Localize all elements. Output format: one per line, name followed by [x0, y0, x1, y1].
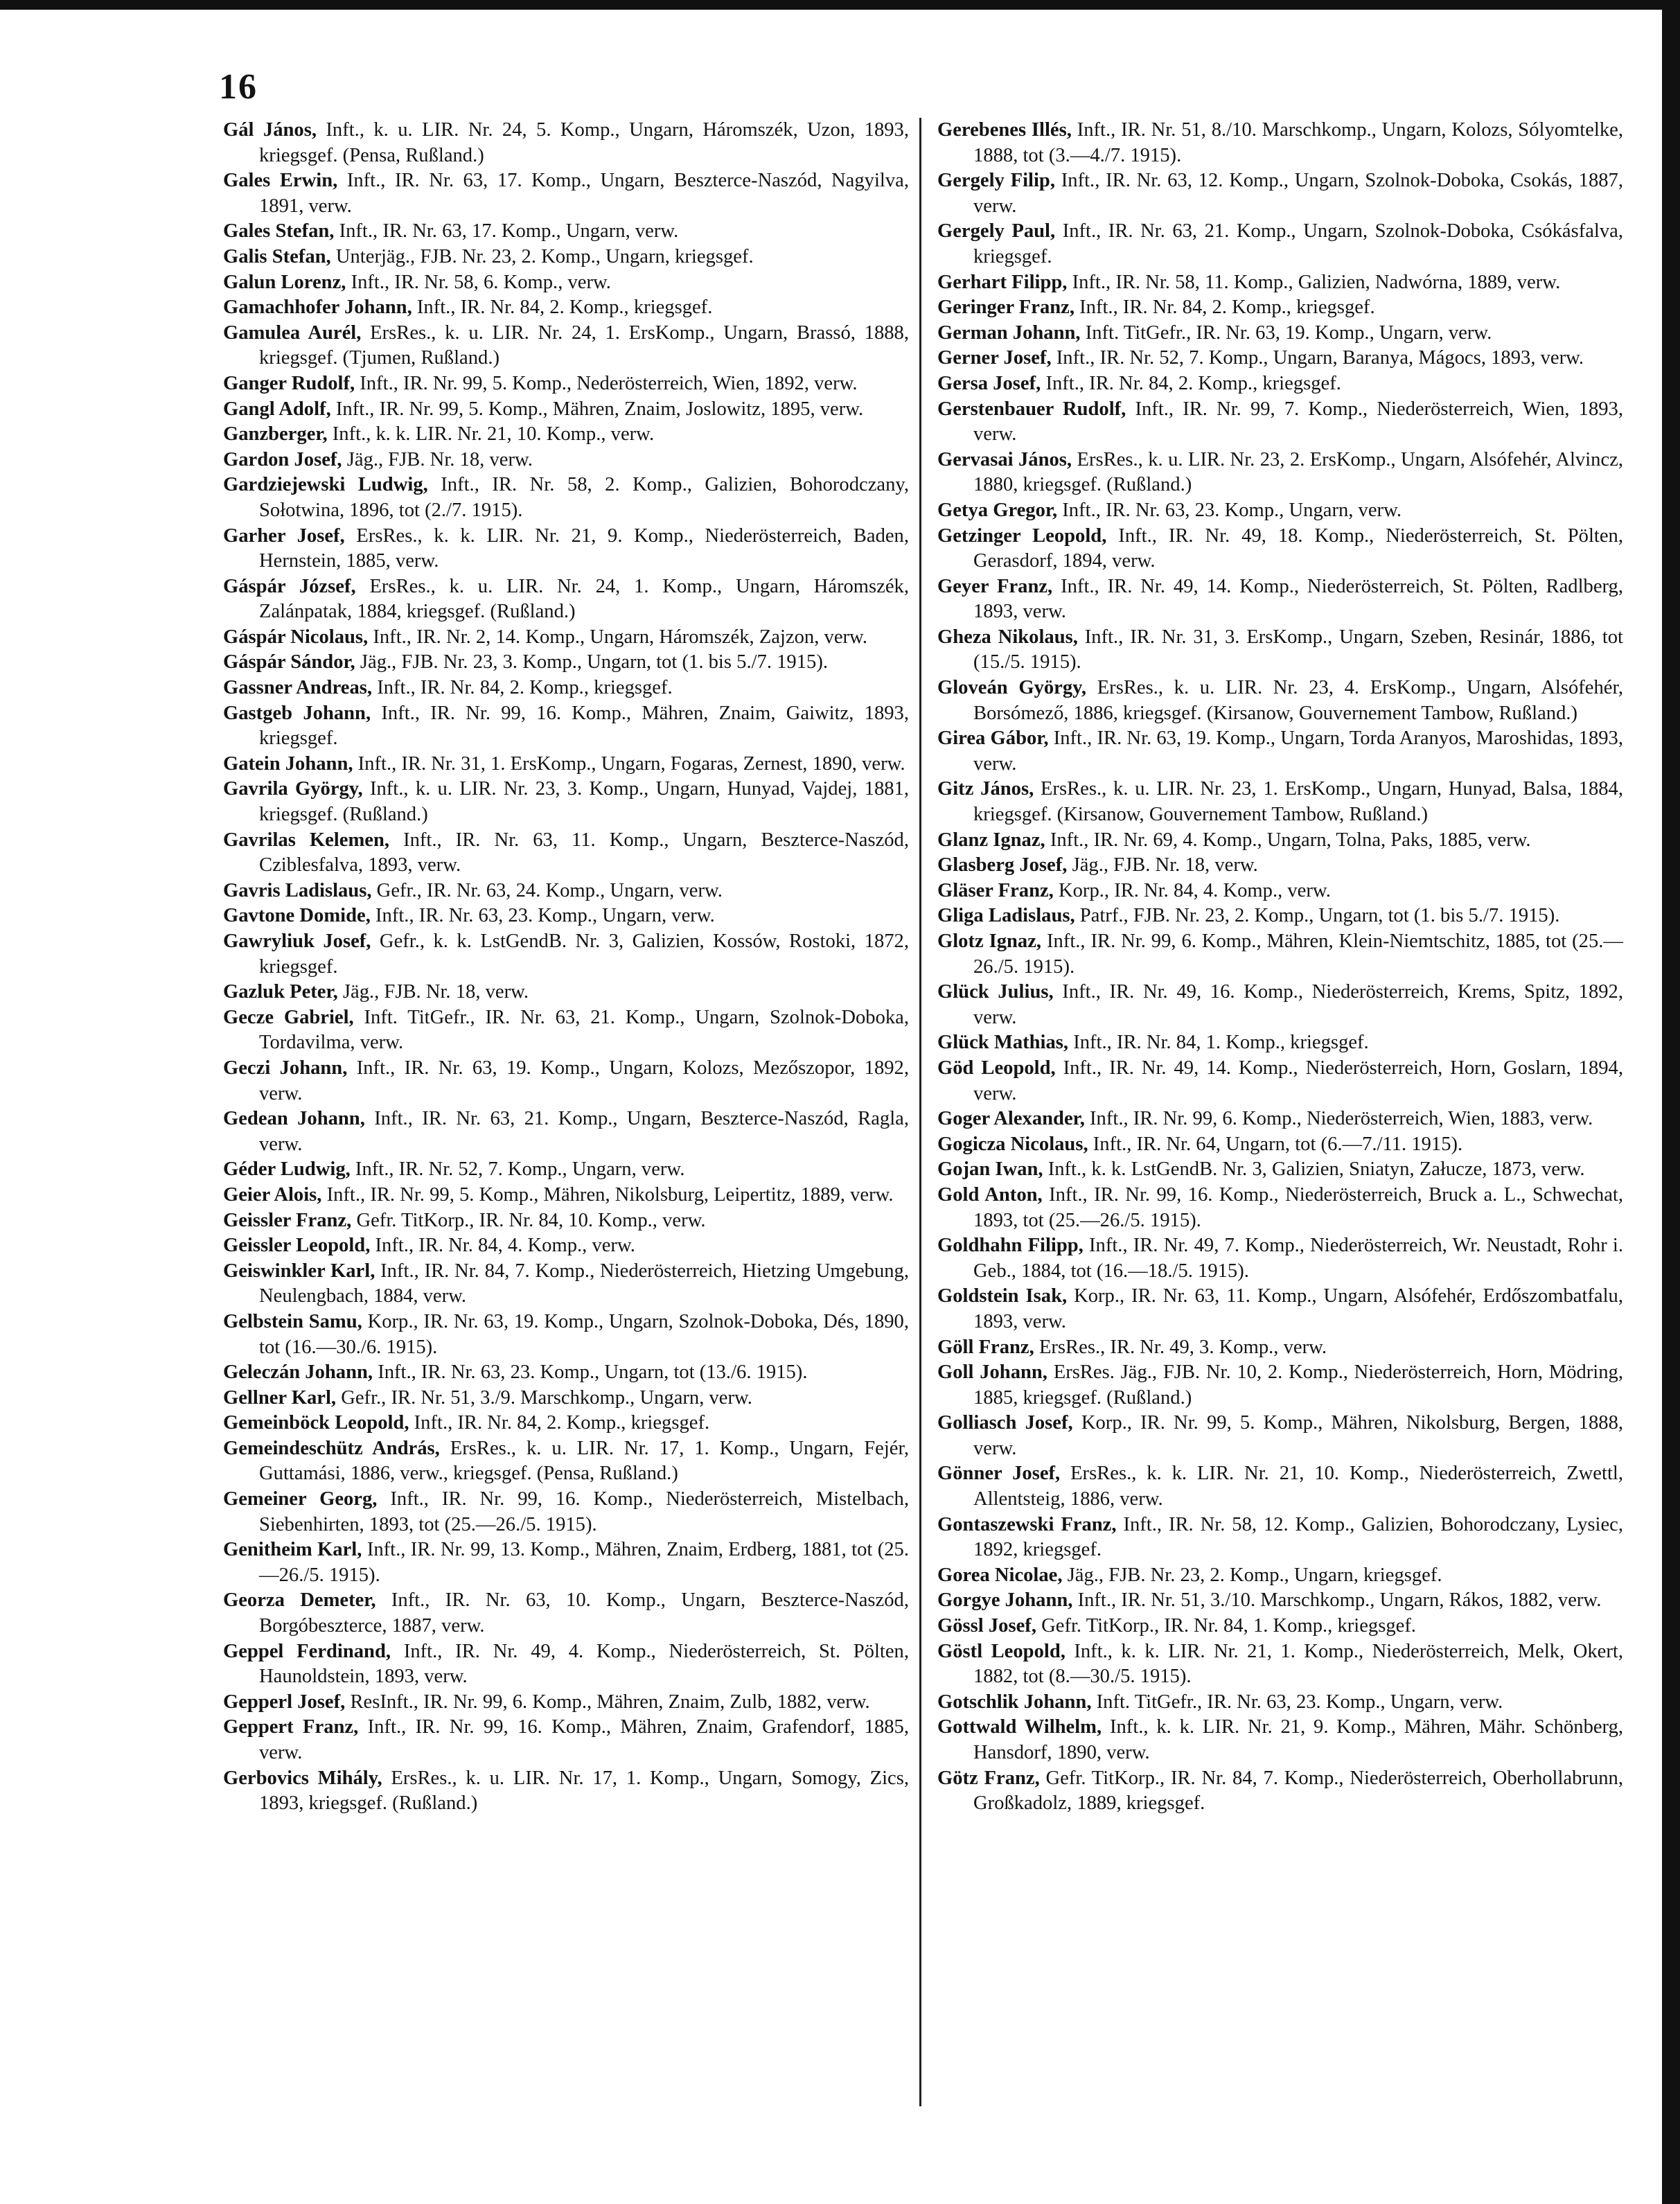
- list-item: [223, 371, 909, 397]
- entry-name: Goger Alexander,: [937, 1108, 1085, 1130]
- list-item: [223, 397, 909, 423]
- entry-details: Inft., k. k. LstGendB. Nr. 3, Galizien, Sniatyn, Załucze, 1873, verw.: [1047, 1158, 1585, 1181]
- list-item: [937, 777, 1623, 827]
- list-item: [223, 1157, 909, 1183]
- list-item: [937, 397, 1623, 448]
- entry-name: Gavrila György,: [223, 778, 363, 800]
- list-item: [937, 1411, 1623, 1461]
- entry-details: Inft., IR. Nr. 58, 11. Komp., Galizien, Nadwórna, 1889, verw.: [1072, 271, 1561, 293]
- list-item: [223, 879, 909, 904]
- list-item: [937, 1563, 1623, 1589]
- list-item: [223, 1411, 909, 1436]
- entry-details: Inft., IR. Nr. 58, 12. Komp., Galizien, Bohorodczany, Lysiec, 1892, kriegsgef.: [973, 1513, 1623, 1561]
- entry-details: Inft., IR. Nr. 69, 4. Komp., Ungarn, Tolna, Paks, 1885, verw.: [1050, 829, 1531, 851]
- entry-name: Goldstein Isak,: [937, 1285, 1068, 1307]
- entry-name: Glanz Ignaz,: [937, 829, 1045, 851]
- entry-name: Genitheim Karl,: [223, 1539, 362, 1561]
- entry-details: Inft., IR. Nr. 2, 14. Komp., Ungarn, Háromszék, Zajzon, verw.: [373, 626, 867, 648]
- entry-name: Geringer Franz,: [937, 297, 1075, 319]
- entry-details: ErsRes., k. u. LIR. Nr. 17, 1. Komp., Ungarn, Fejér, Guttamási, 1886, verw., kriegsgef. (Pensa, Rußland.): [259, 1437, 910, 1485]
- list-item: [223, 1386, 909, 1411]
- entry-name: Göd Leopold,: [937, 1057, 1056, 1079]
- list-item: [223, 524, 909, 574]
- entry-details: Jäg., FJB. Nr. 23, 3. Komp., Ungarn, tot (1. bis 5./7. 1915).: [360, 651, 828, 673]
- entry-name: Gläser Franz,: [937, 879, 1054, 901]
- entry-name: Gales Stefan,: [223, 220, 335, 243]
- entry-name: Gawryliuk Josef,: [223, 931, 371, 952]
- list-item: [937, 1030, 1623, 1056]
- list-item: [937, 1183, 1623, 1233]
- entry-name: Gamulea Aurél,: [223, 321, 362, 344]
- entry-details: Inft., IR. Nr. 84, 2. Komp., kriegsgef.: [1079, 297, 1375, 319]
- right-column: [937, 118, 1623, 1817]
- entry-details: Inft., k. k. LIR. Nr. 21, 10. Komp., verw.: [332, 423, 655, 446]
- list-item: [223, 422, 909, 448]
- entry-details: ErsRes., k. u. LIR. Nr. 23, 2. ErsKomp., Ungarn, Alsófehér, Alvincz, 1880, kriegsgef. (Rußland.): [973, 448, 1623, 496]
- list-item: [937, 1588, 1623, 1614]
- list-item: [937, 346, 1623, 371]
- entry-details: ErsRes., IR. Nr. 49, 3. Komp., verw.: [1038, 1336, 1327, 1358]
- entry-details: ErsRes., k. u. LIR. Nr. 23, 1. ErsKomp., Ungarn, Hunyad, Balsa, 1884, kriegsgef. (Kirsanow, Gouvernement Tambow, Rußland.): [973, 778, 1623, 826]
- list-item: [223, 1208, 909, 1234]
- list-item: [223, 1360, 909, 1386]
- entry-name: Gerner Josef,: [937, 347, 1052, 369]
- entry-details: Inft., k. u. LIR. Nr. 24, 5. Komp., Ungarn, Háromszék, Uzon, 1893, kriegsgef. (Pensa, Rußland.): [259, 119, 910, 166]
- list-item: [223, 1487, 909, 1537]
- entry-name: Gedean Johann,: [223, 1108, 365, 1130]
- list-item: [223, 752, 909, 777]
- list-item: [223, 1537, 909, 1588]
- entry-details: Inft., IR. Nr. 99, 5. Komp., Mähren, Znaim, Joslowitz, 1895, verw.: [335, 398, 864, 420]
- list-item: [937, 270, 1623, 296]
- scan-edge-top: [0, 0, 1680, 10]
- list-item: [937, 853, 1623, 879]
- list-item: [223, 1715, 909, 1765]
- entry-details: Inft., IR. Nr. 63, 19. Komp., Ungarn, Kolozs, Mezőszopor, 1892, verw.: [259, 1057, 909, 1104]
- entry-details: Gefr., IR. Nr. 51, 3./9. Marschkomp., Ungarn, verw.: [341, 1386, 752, 1409]
- entry-name: Geyer Franz,: [937, 575, 1053, 597]
- entry-details: Inft., IR. Nr. 99, 7. Komp., Niederösterreich, Wien, 1893, verw.: [973, 398, 1623, 446]
- entry-name: Gavrilas Kelemen,: [223, 829, 390, 851]
- list-item: [937, 726, 1623, 777]
- list-item: [937, 1107, 1623, 1132]
- entry-details: Gefr. TitKorp., IR. Nr. 84, 7. Komp., Niederösterreich, Oberhollabrunn, Großkadolz, 1889, kriegsgef.: [973, 1767, 1623, 1815]
- entry-name: Gavtone Domide,: [223, 905, 371, 927]
- entry-name: Golliasch Josef,: [937, 1412, 1073, 1434]
- list-item: [223, 1107, 909, 1157]
- entry-details: Inft., IR. Nr. 63, 12. Komp., Ungarn, Szolnok-Doboka, Csokás, 1887, verw.: [973, 170, 1623, 217]
- entry-name: Geier Alois,: [223, 1183, 322, 1206]
- entry-details: Inft., IR. Nr. 63, 19. Komp., Ungarn, Torda Aranyos, Maroshidas, 1893, verw.: [973, 728, 1623, 775]
- list-item: [223, 295, 909, 321]
- entry-name: Gavris Ladislaus,: [223, 879, 372, 901]
- list-item: [223, 1005, 909, 1056]
- entry-name: Gheza Nikolaus,: [937, 626, 1078, 648]
- entry-name: Gontaszewski Franz,: [937, 1513, 1117, 1535]
- list-item: [937, 1715, 1623, 1765]
- list-item: [937, 1233, 1623, 1284]
- entry-details: Inft., IR. Nr. 99, 13. Komp., Mähren, Znaim, Erdberg, 1881, tot (25.—26./5. 1915).: [259, 1539, 909, 1586]
- entry-details: Inft., IR. Nr. 31, 1. ErsKomp., Ungarn, Fogaras, Zernest, 1890, verw.: [357, 752, 905, 775]
- entry-details: Inft., IR. Nr. 99, 5. Komp., Nederösterreich, Wien, 1892, verw.: [360, 372, 858, 394]
- list-item: [937, 498, 1623, 524]
- entry-name: Glotz Ignaz,: [937, 931, 1042, 952]
- entry-details: Inft., k. k. LIR. Nr. 21, 9. Komp., Mähren, Mähr. Schönberg, Hansdorf, 1890, verw.: [973, 1716, 1624, 1763]
- entry-name: Glück Julius,: [937, 981, 1054, 1003]
- entry-details: Inft., IR. Nr. 49, 18. Komp., Niederösterreich, St. Pölten, Gerasdorf, 1894, verw.: [973, 524, 1623, 572]
- list-item: [937, 574, 1623, 625]
- entry-details: Inft., IR. Nr. 31, 3. ErsKomp., Ungarn, Szeben, Resinár, 1886, tot (15./5. 1915).: [973, 626, 1623, 673]
- entry-details: Inft., IR. Nr. 49, 7. Komp., Niederösterreich, Wr. Neustadt, Rohr i. Geb., 1884, tot (16.—18./5. 1915).: [973, 1235, 1623, 1282]
- entry-details: ResInft., IR. Nr. 99, 6. Komp., Mähren, Znaim, Zulb, 1882, verw.: [350, 1691, 870, 1713]
- entry-name: Gazluk Peter,: [223, 981, 338, 1003]
- entry-name: Gardziejewski Ludwig,: [223, 474, 428, 496]
- entry-name: Gáspár Nicolaus,: [223, 626, 369, 648]
- entry-details: Inft., IR. Nr. 49, 4. Komp., Niederösterreich, St. Pölten, Haunoldstein, 1893, verw.: [259, 1640, 910, 1688]
- entry-details: ErsRes., k. u. LIR. Nr. 24, 1. ErsKomp., Ungarn, Brassó, 1888, kriegsgef. (Tjumen, Rußland.): [259, 321, 910, 369]
- list-item: [937, 1513, 1623, 1563]
- entry-name: Getya Gregor,: [937, 499, 1058, 521]
- list-item: [937, 1284, 1623, 1334]
- list-item: [937, 1461, 1623, 1512]
- column-divider: [919, 118, 921, 2106]
- list-item: [223, 625, 909, 651]
- entry-name: Gales Erwin,: [223, 170, 338, 192]
- list-item: [223, 980, 909, 1005]
- list-item: [937, 448, 1623, 498]
- entry-name: Gervasai János,: [937, 448, 1072, 470]
- entry-details: Inft., IR. Nr. 99, 6. Komp., Niederösterreich, Wien, 1883, verw.: [1090, 1108, 1593, 1130]
- list-item: [223, 219, 909, 245]
- list-item: [937, 1132, 1623, 1158]
- list-item: [223, 1766, 909, 1817]
- entry-name: Geissler Leopold,: [223, 1235, 371, 1257]
- list-item: [937, 1639, 1623, 1690]
- entry-details: Inft., IR. Nr. 63, 21. Komp., Ungarn, Szolnok-Doboka, Csókásfalva, kriegsgef.: [973, 220, 1623, 267]
- list-item: [937, 1056, 1623, 1107]
- list-item: [937, 625, 1623, 676]
- entry-name: Gotschlik Johann,: [937, 1691, 1092, 1713]
- entry-name: Getzinger Leopold,: [937, 524, 1107, 547]
- entry-name: Gepperl Josef,: [223, 1691, 346, 1713]
- entry-name: Gamachhofer Johann,: [223, 297, 412, 319]
- entry-name: Götz Franz,: [937, 1767, 1040, 1789]
- list-item: [223, 903, 909, 929]
- entry-details: Inft., IR. Nr. 63, 23. Komp., Ungarn, verw.: [375, 905, 715, 927]
- entry-name: Girea Gábor,: [937, 728, 1049, 750]
- entry-name: Geppel Ferdinand,: [223, 1640, 391, 1662]
- entry-details: Inft., IR. Nr. 99, 16. Komp., Mähren, Znaim, Gaiwitz, 1893, kriegsgef.: [259, 702, 910, 750]
- entry-name: Georza Demeter,: [223, 1589, 376, 1612]
- list-item: [937, 1360, 1623, 1411]
- list-item: [223, 929, 909, 980]
- list-item: [223, 168, 909, 219]
- entry-details: Korp., IR. Nr. 63, 19. Komp., Ungarn, Szolnok-Doboka, Dés, 1890, tot (16.—30./6. 1915).: [259, 1310, 909, 1358]
- entry-name: Gorgye Johann,: [937, 1589, 1073, 1612]
- entry-details: Inft., IR. Nr. 84, 2. Komp., kriegsgef.: [416, 297, 713, 319]
- entry-name: Gemeinböck Leopold,: [223, 1412, 409, 1434]
- entry-details: Inft., IR. Nr. 84, 2. Komp., kriegsgef.: [377, 677, 673, 699]
- entry-name: Geppert Franz,: [223, 1716, 359, 1738]
- entry-name: Géder Ludwig,: [223, 1158, 351, 1181]
- entry-details: Korp., IR. Nr. 63, 11. Komp., Ungarn, Alsófehér, Erdőszombatfalu, 1893, verw.: [973, 1285, 1623, 1332]
- list-item: [937, 903, 1623, 929]
- list-item: [937, 1157, 1623, 1183]
- entry-details: Jäg., FJB. Nr. 18, verw.: [346, 448, 533, 470]
- entry-name: Goll Johann,: [937, 1361, 1047, 1384]
- entry-name: German Johann,: [937, 321, 1081, 344]
- entry-details: Inft., IR. Nr. 58, 6. Komp., verw.: [351, 271, 611, 293]
- entry-details: Inft., IR. Nr. 64, Ungarn, tot (6.—7./11. 1915).: [1093, 1133, 1463, 1155]
- entry-name: Gemeindeschütz András,: [223, 1437, 440, 1459]
- list-item: [223, 676, 909, 701]
- list-item: [937, 168, 1623, 219]
- entry-name: Galis Stefan,: [223, 245, 331, 267]
- list-item: [223, 574, 909, 625]
- list-item: [937, 676, 1623, 726]
- entry-name: Glück Mathias,: [937, 1032, 1069, 1054]
- entry-name: Gössl Josef,: [937, 1615, 1036, 1637]
- list-item: [223, 1639, 909, 1690]
- entry-name: Gitz János,: [937, 778, 1034, 800]
- entry-details: Inft., IR. Nr. 84, 4. Komp., verw.: [375, 1235, 635, 1257]
- entry-name: Göstl Leopold,: [937, 1640, 1066, 1662]
- list-item: [223, 701, 909, 752]
- list-item: [223, 777, 909, 827]
- list-item: [937, 980, 1623, 1030]
- list-item: [223, 1183, 909, 1208]
- entry-name: Gogicza Nicolaus,: [937, 1133, 1088, 1155]
- list-item: [223, 321, 909, 371]
- entry-details: Inft. TitGefr., IR. Nr. 63, 21. Komp., Ungarn, Szolnok-Doboka, Tordavilma, verw.: [259, 1006, 909, 1054]
- entry-details: ErsRes. Jäg., FJB. Nr. 10, 2. Komp., Niederösterreich, Horn, Mödring, 1885, kriegsgef. (Rußland.): [973, 1361, 1623, 1409]
- entry-name: Goldhahn Filipp,: [937, 1235, 1084, 1257]
- entry-name: Gottwald Wilhelm,: [937, 1716, 1102, 1738]
- entry-details: Inft., IR. Nr. 63, 23. Komp., Ungarn, verw.: [1062, 499, 1402, 521]
- list-item: [223, 1690, 909, 1716]
- entry-details: Inft., IR. Nr. 99, 5. Komp., Mähren, Nikolsburg, Leipertitz, 1889, verw.: [326, 1183, 894, 1206]
- entry-details: Inft., IR. Nr. 99, 6. Komp., Mähren, Klein-Niemtschitz, 1885, tot (25.—26./5. 1915).: [973, 931, 1623, 978]
- entry-details: Inft., IR. Nr. 49, 16. Komp., Niederösterreich, Krems, Spitz, 1892, verw.: [973, 981, 1623, 1028]
- entry-details: Unterjäg., FJB. Nr. 23, 2. Komp., Ungarn, kriegsgef.: [335, 245, 754, 267]
- entry-details: Gefr. TitKorp., IR. Nr. 84, 1. Komp., kriegsgef.: [1041, 1615, 1417, 1637]
- entry-details: Inft., IR. Nr. 63, 10. Komp., Ungarn, Beszterce-Naszód, Borgóbeszterce, 1887, verw.: [259, 1589, 909, 1637]
- entry-name: Gönner Josef,: [937, 1463, 1061, 1485]
- entry-details: Inft., IR. Nr. 84, 1. Komp., kriegsgef.: [1073, 1032, 1369, 1054]
- entry-details: Inft., IR. Nr. 52, 7. Komp., Ungarn, Baranya, Mágocs, 1893, verw.: [1056, 347, 1584, 369]
- entry-name: Gardon Josef,: [223, 448, 342, 470]
- list-item: [937, 219, 1623, 270]
- entry-details: Inft., IR. Nr. 84, 7. Komp., Niederösterreich, Hietzing Umgebung, Neulengbach, 1884, verw.: [259, 1260, 909, 1307]
- entry-name: Gáspár Sándor,: [223, 651, 355, 673]
- entry-details: Gefr. TitKorp., IR. Nr. 84, 10. Komp., verw.: [356, 1209, 706, 1231]
- entry-name: Gergely Paul,: [937, 220, 1056, 243]
- entry-details: Inft., IR. Nr. 63, 17. Komp., Ungarn, Beszterce-Naszód, Nagyilva, 1891, verw.: [259, 170, 909, 217]
- entry-name: Gáspár József,: [223, 575, 356, 597]
- entry-details: Inft., IR. Nr. 63, 17. Komp., Ungarn, verw.: [339, 220, 679, 243]
- list-item: [937, 879, 1623, 904]
- list-item: [223, 650, 909, 676]
- list-item: [223, 1588, 909, 1639]
- entry-name: Gorea Nicolae,: [937, 1564, 1063, 1586]
- entry-details: Jäg., FJB. Nr. 18, verw.: [342, 981, 529, 1003]
- list-item: [937, 295, 1623, 321]
- entry-details: Inft., IR. Nr. 52, 7. Komp., Ungarn, verw.: [355, 1158, 685, 1181]
- list-item: [223, 1436, 909, 1487]
- entry-details: Inft., IR. Nr. 84, 2. Komp., kriegsgef.: [414, 1412, 710, 1434]
- entry-details: Inft., k. k. LIR. Nr. 21, 1. Komp., Niederösterreich, Melk, Okert, 1882, tot (8.—30./5. 1915).: [973, 1640, 1623, 1688]
- entry-details: ErsRes., k. k. LIR. Nr. 21, 9. Komp., Niederösterreich, Baden, Hernstein, 1885, verw.: [259, 524, 909, 572]
- entry-details: Inft., IR. Nr. 63, 23. Komp., Ungarn, tot (13./6. 1915).: [378, 1361, 808, 1384]
- entry-details: Inft., IR. Nr. 99, 16. Komp., Niederösterreich, Bruck a. L., Schwechat, 1893, tot (25.—26./5. 1915).: [973, 1183, 1623, 1231]
- entry-name: Gerbovics Mihály,: [223, 1767, 382, 1789]
- entry-name: Gangl Adolf,: [223, 398, 331, 420]
- entry-details: Inft., IR. Nr. 49, 14. Komp., Niederösterreich, Horn, Goslarn, 1894, verw.: [973, 1057, 1624, 1104]
- list-item: [937, 1614, 1623, 1639]
- entry-name: Göll Franz,: [937, 1336, 1034, 1358]
- entry-details: Patrf., FJB. Nr. 23, 2. Komp., Ungarn, tot (1. bis 5./7. 1915).: [1079, 905, 1560, 927]
- list-item: [937, 828, 1623, 854]
- entry-name: Gellner Karl,: [223, 1386, 337, 1409]
- list-item: [937, 524, 1623, 574]
- entry-details: Jäg., FJB. Nr. 23, 2. Komp., Ungarn, kriegsgef.: [1067, 1564, 1442, 1586]
- entry-name: Gerebenes Illés,: [937, 119, 1072, 141]
- entry-name: Gliga Ladislaus,: [937, 905, 1075, 927]
- entry-details: Inft., IR. Nr. 49, 14. Komp., Niederösterreich, St. Pölten, Radlberg, 1893, verw.: [973, 575, 1623, 623]
- entry-details: Inft., IR. Nr. 63, 21. Komp., Ungarn, Beszterce-Naszód, Ragla, verw.: [259, 1108, 910, 1155]
- list-item: [223, 448, 909, 473]
- list-item: [223, 1056, 909, 1107]
- list-item: [223, 1233, 909, 1259]
- page-number: 16: [219, 67, 258, 107]
- entry-details: Inft. TitGefr., IR. Nr. 63, 23. Komp., Ungarn, verw.: [1096, 1691, 1503, 1713]
- entry-name: Gerhart Filipp,: [937, 271, 1068, 293]
- entry-details: ErsRes., k. u. LIR. Nr. 23, 4. ErsKomp., Ungarn, Alsófehér, Borsómező, 1886, kriegsgef. (Kirsanow, Gouvernement Tambow, Rußland.): [973, 677, 1623, 724]
- list-item: [937, 1766, 1623, 1817]
- entry-name: Ganger Rudolf,: [223, 372, 355, 394]
- entry-name: Geczi Johann,: [223, 1057, 348, 1079]
- list-item: [937, 321, 1623, 346]
- entry-name: Geleczán Johann,: [223, 1361, 373, 1384]
- entry-details: Korp., IR. Nr. 84, 4. Komp., verw.: [1058, 879, 1331, 901]
- entry-name: Geiswinkler Karl,: [223, 1260, 375, 1282]
- entry-name: Glasberg Josef,: [937, 854, 1068, 876]
- list-item: [223, 828, 909, 879]
- entry-details: Inft., IR. Nr. 99, 16. Komp., Niederösterreich, Mistelbach, Siebenhirten, 1893, tot (25.—26./5. 1915).: [259, 1488, 910, 1535]
- list-item: [223, 1310, 909, 1360]
- entry-name: Gergely Filip,: [937, 170, 1055, 192]
- entry-name: Geissler Franz,: [223, 1209, 352, 1231]
- entry-name: Gál János,: [223, 119, 317, 141]
- scan-edge-right: [1662, 0, 1680, 2204]
- list-item: [937, 371, 1623, 397]
- entry-details: Inft., IR. Nr. 51, 8./10. Marschkomp., Ungarn, Kolozs, Sólyomtelke, 1888, tot (3.—4./7. 1915).: [973, 119, 1624, 166]
- entry-name: Gemeiner Georg,: [223, 1488, 378, 1510]
- entry-name: Galun Lorenz,: [223, 271, 346, 293]
- entry-name: Ganzberger,: [223, 423, 328, 446]
- left-column: [223, 118, 909, 1817]
- list-item: [937, 929, 1623, 980]
- entry-details: Inft., IR. Nr. 58, 2. Komp., Galizien, Bohorodczany, Sołotwina, 1896, tot (2./7. 1915).: [259, 474, 909, 521]
- list-item: [937, 118, 1623, 168]
- entry-name: Gloveán György,: [937, 677, 1087, 699]
- entry-details: Inft., IR. Nr. 63, 11. Komp., Ungarn, Beszterce-Naszód, Cziblesfalva, 1893, verw.: [259, 829, 910, 876]
- entry-name: Gold Anton,: [937, 1183, 1043, 1206]
- entry-name: Gelbstein Samu,: [223, 1310, 362, 1332]
- entry-name: Gecze Gabriel,: [223, 1006, 354, 1028]
- list-item: [223, 270, 909, 296]
- list-item: [223, 1259, 909, 1310]
- entry-details: Korp., IR. Nr. 99, 5. Komp., Mähren, Nikolsburg, Bergen, 1888, verw.: [973, 1412, 1624, 1459]
- entry-name: Gastgeb Johann,: [223, 702, 371, 724]
- list-item: [223, 245, 909, 270]
- list-item: [223, 473, 909, 523]
- entry-details: Inft., IR. Nr. 99, 16. Komp., Mähren, Znaim, Grafendorf, 1885, verw.: [259, 1716, 909, 1763]
- entry-name: Garher Josef,: [223, 524, 345, 547]
- entry-details: Inft., IR. Nr. 84, 2. Komp., kriegsgef.: [1045, 372, 1341, 394]
- entry-details: Jäg., FJB. Nr. 18, verw.: [1072, 854, 1258, 876]
- entry-details: Gefr., IR. Nr. 63, 24. Komp., Ungarn, verw.: [376, 879, 723, 901]
- entry-name: Gojan Iwan,: [937, 1158, 1043, 1181]
- entry-details: Inft., IR. Nr. 51, 3./10. Marschkomp., Ungarn, Rákos, 1882, verw.: [1077, 1589, 1602, 1612]
- entry-name: Gatein Johann,: [223, 752, 353, 775]
- list-item: [937, 1690, 1623, 1716]
- entry-details: Inft., k. u. LIR. Nr. 23, 3. Komp., Ungarn, Hunyad, Vajdej, 1881, kriegsgef. (Rußland.): [259, 778, 909, 826]
- list-item: [223, 118, 909, 168]
- entry-details: Gefr., k. k. LstGendB. Nr. 3, Galizien, Kossów, Rostoki, 1872, kriegsgef.: [259, 931, 909, 978]
- entry-details: ErsRes., k. u. LIR. Nr. 24, 1. Komp., Ungarn, Háromszék, Zalánpatak, 1884, kriegsgef. (Rußland.): [259, 575, 909, 623]
- entry-name: Gerstenbauer Rudolf,: [937, 398, 1126, 420]
- entry-details: ErsRes., k. u. LIR. Nr. 17, 1. Komp., Ungarn, Somogy, Zics, 1893, kriegsgef. (Rußland.): [259, 1767, 909, 1815]
- entry-name: Gersa Josef,: [937, 372, 1041, 394]
- entry-details: ErsRes., k. k. LIR. Nr. 21, 10. Komp., Niederösterreich, Zwettl, Allentsteig, 1886, verw.: [973, 1463, 1623, 1510]
- entry-details: Inft. TitGefr., IR. Nr. 63, 19. Komp., Ungarn, verw.: [1085, 321, 1492, 344]
- entry-name: Gassner Andreas,: [223, 677, 373, 699]
- list-item: [937, 1335, 1623, 1361]
